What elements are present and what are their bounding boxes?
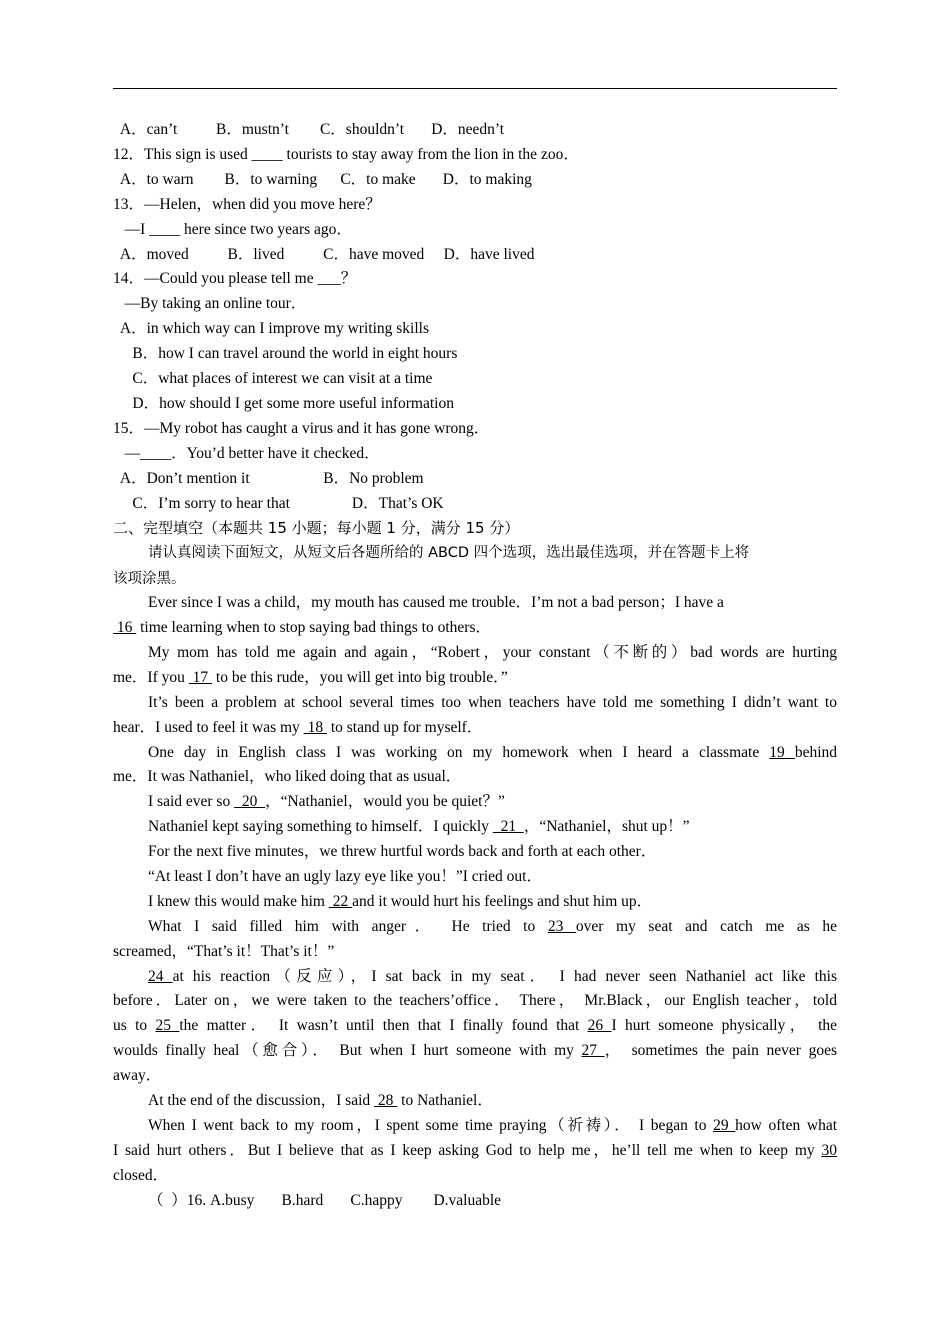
passage-line: At the end of the discussion，I said 28 to Nathaniel． (148, 1092, 493, 1109)
passage-line: I said ever so 20 ，“Nathaniel，would you be quiet？” (148, 793, 505, 810)
q14-option-b: B．how I can travel around the world in eight hours (113, 345, 458, 362)
passage-line: One day in English class I was working on my homework when I heard a classmate 19 behind (148, 744, 837, 761)
q14-option-a: A．in which way can I improve my writing skills (113, 320, 429, 337)
passage-line: before．Later on，we were taken to the teachers’office． There， Mr.Black，our English teacher，told (113, 992, 837, 1009)
q12-stem: 12．This sign is used ____ tourists to stay away from the lion in the zoo． (113, 146, 579, 163)
passage-line: “At least I don’t have an ugly lazy eye like you！”I cried out． (148, 868, 542, 885)
section-heading: 二、完型填空（本题共 15 小题；每小题 1 分，满分 15 分） (113, 519, 520, 537)
blank-19[interactable]: 19 (769, 744, 795, 761)
blank-20[interactable]: 20 (234, 793, 266, 810)
q15-options-ab: A．Don’t mention it B．No problem (113, 470, 424, 487)
blank-21[interactable]: 21 (492, 818, 524, 835)
blank-22[interactable]: 22 (328, 893, 353, 910)
q16-line: （ ）16. A.busy B.hard C.happy D.valuable (148, 1192, 502, 1209)
passage-line: hear．I used to feel it was my 18 to stand up for myself． (113, 719, 483, 736)
blank-18[interactable]: 18 (303, 719, 327, 736)
passage-line: I said hurt others．But I believe that as I keep asking God to help me，he’ll tell me when to keep my 30 (113, 1142, 837, 1159)
blank-29[interactable]: 29 (713, 1117, 736, 1134)
passage-line: Nathaniel kept saying something to himself．I quickly 21 ，“Nathaniel，shut up！” (148, 818, 690, 835)
q14-reply: —By taking an online tour． (113, 295, 307, 312)
q15-stem: 15．—My robot has caught a virus and it has gone wrong． (113, 420, 490, 437)
blank-25[interactable]: 25 (155, 1017, 180, 1034)
passage-line: I knew this would make him 22 and it would hurt his feelings and shut him up． (148, 893, 653, 910)
blank-16[interactable]: 16 (113, 619, 137, 636)
q12-options: A．to warn B．to warning C．to make D．to making (113, 171, 532, 188)
passage-line: closed． (113, 1167, 169, 1184)
q15-reply: —____．You’d better have it checked． (113, 445, 380, 462)
passage-line: My mom has told me again and again，“Robert，your constant（不断的）bad words are hurting (148, 644, 837, 661)
header-rule (113, 88, 837, 89)
q11-options: A．can’t B．mustn’t C．shouldn’t D．needn’t (113, 121, 505, 138)
q14-option-c: C．what places of interest we can visit at a time (113, 370, 433, 387)
blank-27[interactable]: 27 (581, 1042, 605, 1059)
q13-options: A．moved B．lived C．have moved D．have lived (113, 246, 535, 263)
passage-line: What I said filled him with anger． He tried to 23 over my seat and catch me as he (148, 918, 838, 935)
instruction-line-1: 请认真阅读下面短文，从短文后各题所给的 ABCD 四个选项，选出最佳选项，并在答题卡上将 (148, 545, 750, 561)
passage-line: me．If you 17 to be this rude，you will get into big trouble．” (113, 669, 508, 686)
passage-line: It’s been a problem at school several times too when teachers have told me something I didn’t want to (148, 694, 837, 711)
passage-line: 24 at his reaction（反应），I sat back in my seat． I had never seen Nathaniel act like this (148, 968, 837, 985)
passage-line: When I went back to my room，I spent some time praying（祈祷）． I began to 29 how often what (148, 1117, 838, 1134)
blank-30[interactable]: 30 (821, 1142, 837, 1159)
q13-reply: —I ____ here since two years ago． (113, 221, 352, 238)
passage-line: screamed，“That’s it！That’s it！” (113, 943, 335, 960)
blank-24[interactable]: 24 (148, 968, 173, 985)
q13-stem: 13．—Helen，when did you move here？ (113, 196, 381, 213)
passage-line: woulds finally heal（愈合）． But when I hurt someone with my 27 ， sometimes the pain never goes (113, 1042, 837, 1059)
q15-options-cd: C．I’m sorry to hear that D．That’s OK (113, 495, 444, 512)
blank-23[interactable]: 23 (547, 918, 576, 935)
passage-line: For the next five minutes，we threw hurtful words back and forth at each other． (148, 843, 657, 860)
q14-stem: 14．—Could you please tell me ___？ (113, 270, 357, 287)
passage-line: us to 25 the matter． It wasn’t until then that I finally found that 26 I hurt someone physically， the (113, 1017, 838, 1034)
passage-line: 16 time learning when to stop saying bad things to others． (113, 619, 491, 636)
passage-line: away． (113, 1067, 162, 1084)
passage-line: Ever since I was a child，my mouth has caused me trouble．I’m not a bad person；I have a (148, 594, 724, 611)
blank-26[interactable]: 26 (587, 1017, 612, 1034)
passage-line: me．It was Nathaniel，who liked doing that as usual． (113, 768, 462, 785)
instruction-line-2: 该项涂黑。 (113, 571, 186, 587)
q14-option-d: D．how should I get some more useful information (113, 395, 454, 412)
blank-17[interactable]: 17 (188, 669, 213, 686)
blank-28[interactable]: 28 (374, 1092, 398, 1109)
